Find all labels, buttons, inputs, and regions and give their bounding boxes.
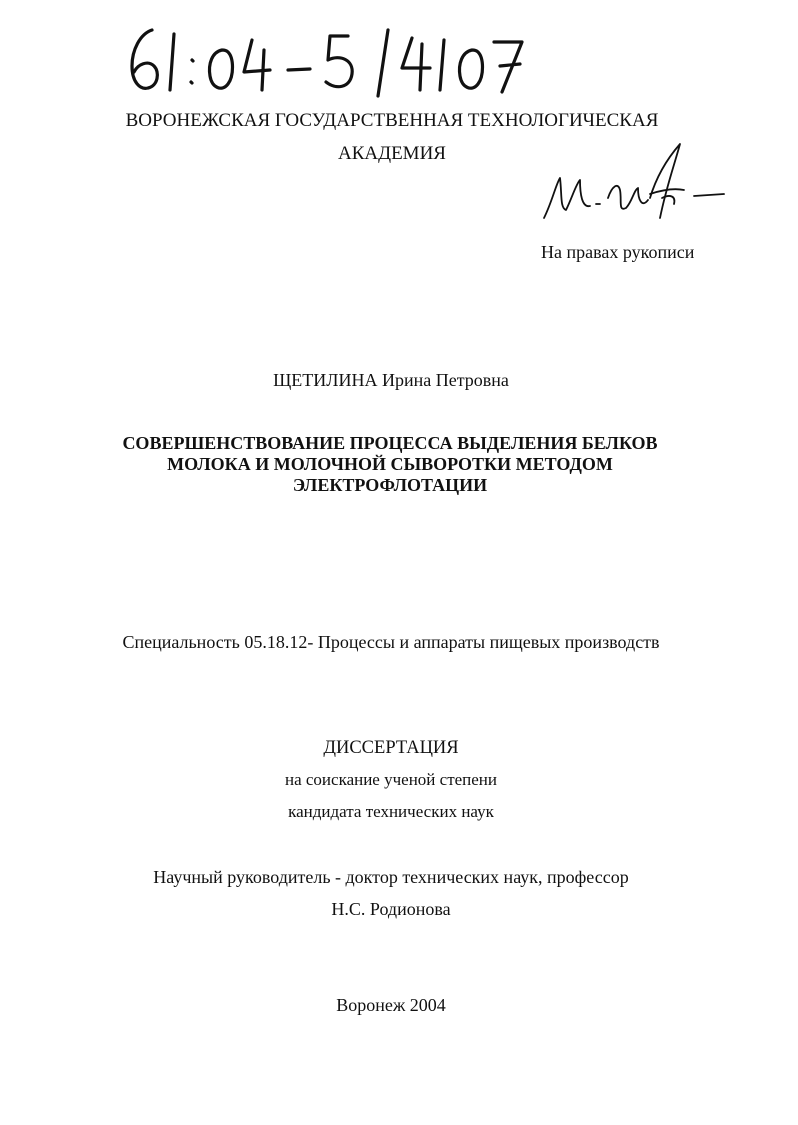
city-year: Воронеж 2004 [336,995,446,1015]
dissertation-title [80,433,700,496]
title-line-2: МОЛОКА И МОЛОЧНОЙ СЫВОРОТКИ МЕТОДОМ [167,454,613,474]
handwritten-archive-code [118,20,538,100]
degree-line-1: на соискание ученой степени [284,770,498,789]
advisor-line-1: Научный руководитель - доктор технических наук, профессор [153,867,629,887]
author-name: ЩЕТИЛИНА Ирина Петровна [273,370,509,390]
title-line-3: ЭЛЕКТРОФЛОТАЦИИ [292,475,488,495]
handwritten-signature [538,138,728,230]
advisor-name: Н.С. Родионова [331,899,451,919]
institution-name-line-1: ВОРОНЕЖСКАЯ ГОСУДАРСТВЕННАЯ ТЕХНОЛОГИЧЕСКАЯ [125,110,659,131]
degree-line-2: кандидата технических наук [288,802,494,821]
institution-name-line-2: АКАДЕМИЯ [338,143,446,164]
title-line-1: СОВЕРШЕНСТВОВАНИЕ ПРОЦЕССА ВЫДЕЛЕНИЯ БЕЛКОВ [122,433,658,453]
work-type: ДИССЕРТАЦИЯ [323,738,459,758]
rights-note: На правах рукописи [541,242,695,262]
specialty: Специальность 05.18.12- Процессы и аппараты пищевых производств [122,632,660,652]
